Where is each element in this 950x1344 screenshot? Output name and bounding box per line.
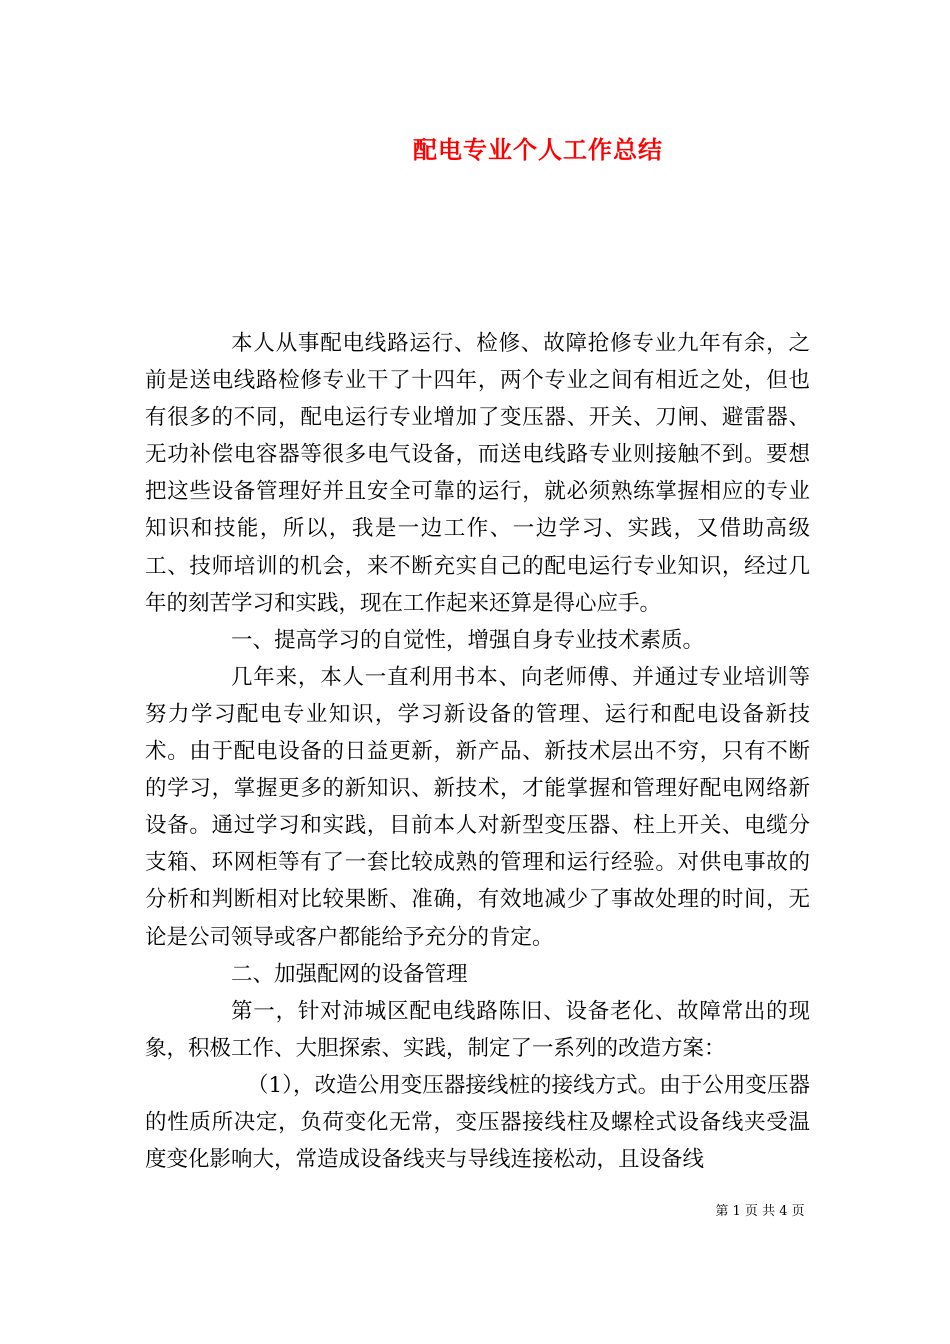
page-number: 第 1 页 共 4 页: [715, 1204, 805, 1219]
section-heading-1: 一、提高学习的自觉性，增强自身专业技术素质。: [231, 627, 705, 653]
section-heading-2: 二、加强配网的设备管理: [231, 961, 468, 987]
document-title: 配电专业个人工作总结: [413, 135, 663, 164]
document-body: [145, 325, 810, 1178]
paragraph-first: 第一，针对沛城区配电线路陈旧、设备老化、故障常出的现象，积极工作、大胆探索、实践，制定了一系列的改造方案：: [145, 998, 810, 1061]
paragraph-study: 几年来，本人一直利用书本、向老师傅、并通过专业培训等努力学习配电专业知识，学习新设备的管理、运行和配电设备新技术。由于配电设备的日益更新，新产品、新技术层出不穷，只有不断的学习，掌握更多的新知识、新技术，才能掌握和管理好配电网络新设备。通过学习和实践，目前本人对新型变压器、柱上开关、电缆分支箱、环网柜等有了一套比较成熟的管理和运行经验。对供电事故的分析和判断相对比较果断、准确，有效地减少了事故处理的时间，无论是公司领导或客户都能给予充分的肯定。: [145, 664, 810, 950]
paragraph-item-1: （1），改造公用变压器接线桩的接线方式。由于公用变压器的性质所决定，负荷变化无常，变压器接线柱及螺栓式设备线夹受温度变化影响大，常造成设备线夹与导线连接松动，且设备线: [145, 1072, 810, 1173]
paragraph-intro: 本人从事配电线路运行、检修、故障抢修专业九年有余，之前是送电线路检修专业干了十四年，两个专业之间有相近之处，但也有很多的不同，配电运行专业增加了变压器、开关、刀闸、避雷器、无功补偿电容器等很多电气设备，而送电线路专业则接触不到。要想把这些设备管理好并且安全可靠的运行，就必须熟练掌握相应的专业知识和技能，所以，我是一边工作、一边学习、实践，又借助高级工、技师培训的机会，来不断充实自己的配电运行专业知识，经过几年的刻苦学习和实践，现在工作起来还算是得心应手。: [145, 331, 810, 616]
